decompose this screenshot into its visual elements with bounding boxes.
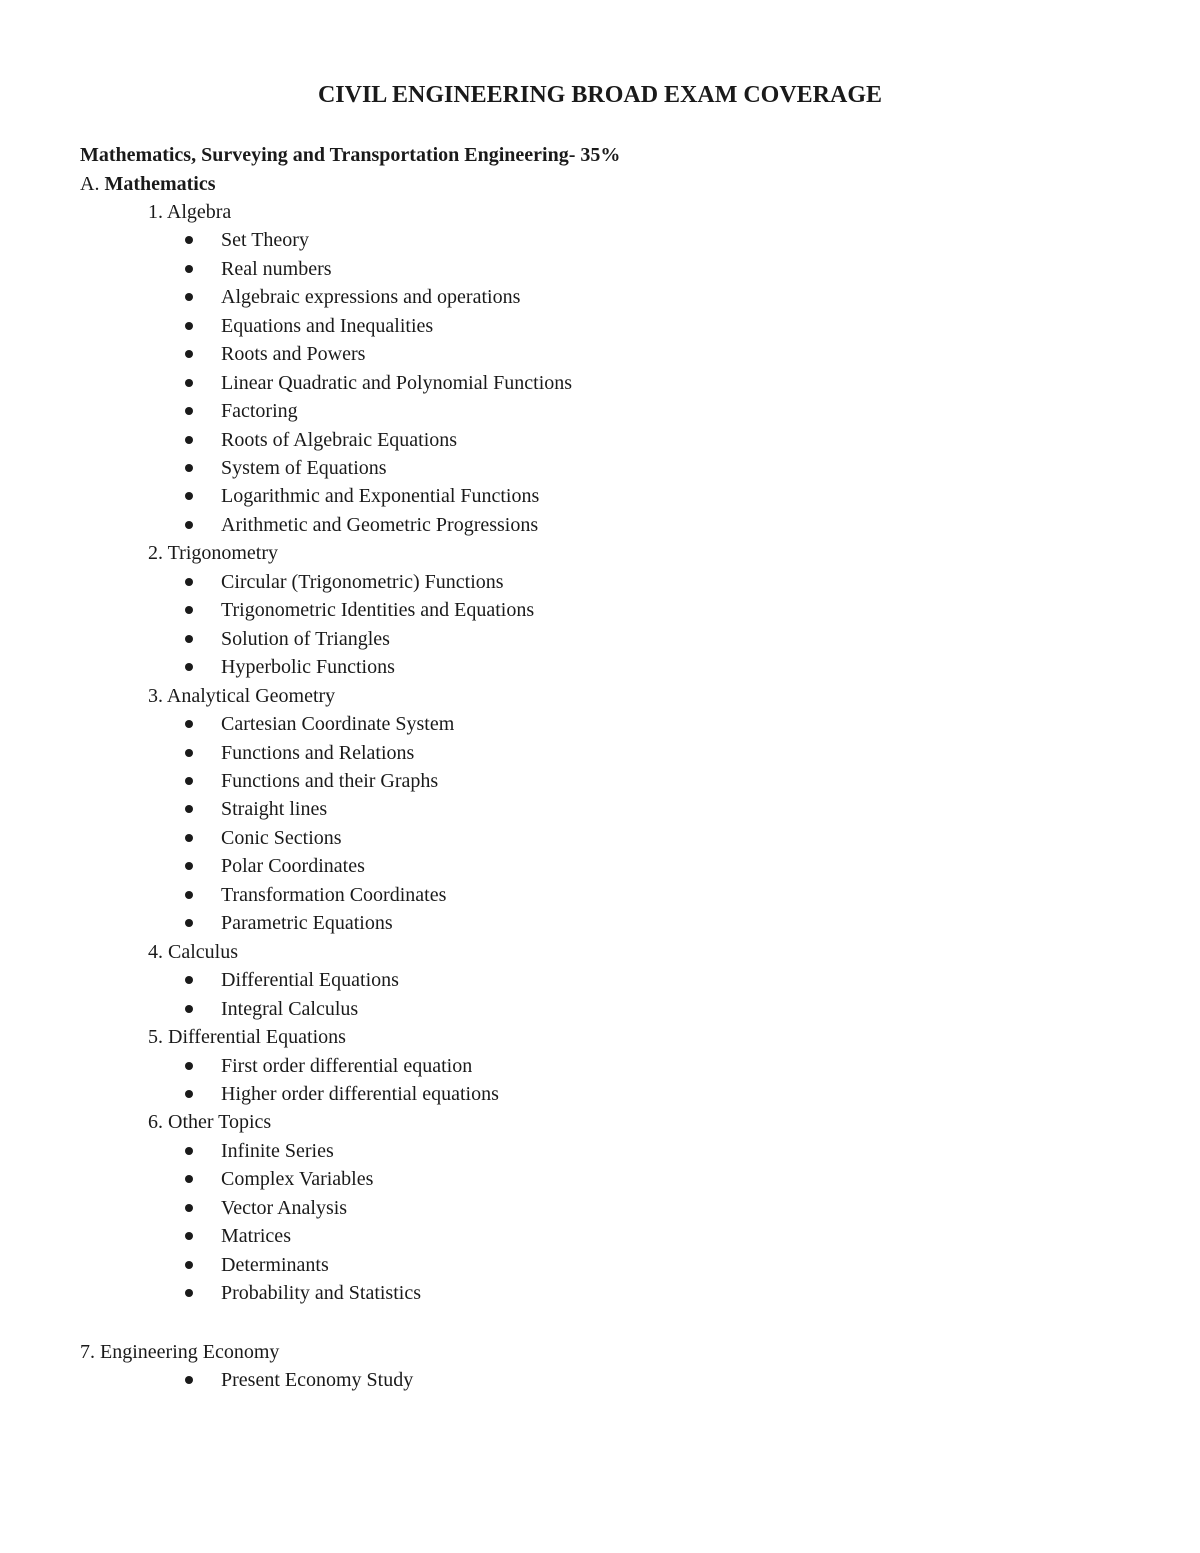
bullet-icon	[185, 1175, 193, 1183]
list-item-text: Functions and Relations	[221, 742, 415, 764]
list-item-text: Set Theory	[221, 229, 309, 251]
topic-heading: 2. Trigonometry	[148, 542, 279, 564]
bullet-icon	[185, 1005, 193, 1013]
list-item-text: System of Equations	[221, 457, 387, 479]
bullet-icon	[185, 777, 193, 785]
list-item-text: Equations and Inequalities	[221, 315, 434, 337]
list-item-text: Roots and Powers	[221, 343, 366, 365]
subsection-heading	[80, 170, 216, 198]
list-item-text: Higher order differential equations	[221, 1083, 499, 1105]
topic-heading: 5. Differential Equations	[148, 1026, 346, 1048]
topic-heading: 3. Analytical Geometry	[148, 685, 336, 707]
list-item-text: Infinite Series	[221, 1140, 334, 1162]
page-title: CIVIL ENGINEERING BROAD EXAM COVERAGE	[317, 82, 883, 108]
subsection-name: Mathematics	[104, 173, 216, 195]
list-item-text: Circular (Trigonometric) Functions	[221, 571, 504, 593]
list-item-text: Vector Analysis	[221, 1197, 348, 1219]
bullet-icon	[185, 1261, 193, 1269]
topic-heading: 7. Engineering Economy	[80, 1341, 280, 1363]
list-item-text: Solution of Triangles	[221, 628, 390, 650]
bullet-icon	[185, 1289, 193, 1297]
bullet-icon	[185, 663, 193, 671]
bullet-icon	[185, 635, 193, 643]
bullet-icon	[185, 521, 193, 529]
bullet-icon	[185, 834, 193, 842]
bullet-icon	[185, 265, 193, 273]
bullet-icon	[185, 1376, 193, 1384]
list-item-text: Real numbers	[221, 258, 332, 280]
bullet-icon	[185, 1232, 193, 1240]
list-item-text: Factoring	[221, 400, 298, 422]
bullet-icon	[185, 464, 193, 472]
list-item-text: Arithmetic and Geometric Progressions	[221, 514, 539, 536]
bullet-icon	[185, 407, 193, 415]
list-item-text: Roots of Algebraic Equations	[221, 429, 458, 451]
list-item-text: Probability and Statistics	[221, 1282, 421, 1304]
list-item-text: Algebraic expressions and operations	[221, 286, 521, 308]
bullet-icon	[185, 1062, 193, 1070]
bullet-icon	[185, 720, 193, 728]
list-item-text: Transformation Coordinates	[221, 884, 447, 906]
list-item-text: Parametric Equations	[221, 912, 393, 934]
list-item-text: First order differential equation	[221, 1055, 473, 1077]
bullet-icon	[185, 862, 193, 870]
list-item-text: Differential Equations	[221, 969, 399, 991]
bullet-icon	[185, 293, 193, 301]
bullet-icon	[185, 1204, 193, 1212]
bullet-icon	[185, 805, 193, 813]
list-item-text: Cartesian Coordinate System	[221, 713, 455, 735]
bullet-icon	[185, 492, 193, 500]
bullet-icon	[185, 606, 193, 614]
bullet-icon	[185, 1090, 193, 1098]
topic-heading: 6. Other Topics	[148, 1111, 272, 1133]
bullet-icon	[185, 236, 193, 244]
list-item-text: Trigonometric Identities and Equations	[221, 599, 535, 621]
bullet-icon	[185, 379, 193, 387]
list-item-text: Hyperbolic Functions	[221, 656, 395, 678]
bullet-icon	[185, 322, 193, 330]
list-item-text: Integral Calculus	[221, 998, 359, 1020]
list-item-text: Determinants	[221, 1254, 329, 1276]
bullet-icon	[185, 1147, 193, 1155]
list-item-text: Matrices	[221, 1225, 291, 1247]
bullet-icon	[185, 578, 193, 586]
bullet-icon	[185, 976, 193, 984]
section-heading: Mathematics, Surveying and Transportation Engineering- 35%	[80, 144, 621, 166]
bullet-icon	[185, 749, 193, 757]
list-item-text: Linear Quadratic and Polynomial Functions	[221, 372, 573, 394]
subsection-letter: A.	[80, 173, 100, 195]
topic-heading: 1. Algebra	[148, 201, 232, 223]
list-item-text: Logarithmic and Exponential Functions	[221, 485, 540, 507]
list-item-text: Polar Coordinates	[221, 855, 365, 877]
bullet-icon	[185, 436, 193, 444]
bullet-icon	[185, 919, 193, 927]
list-item-text: Present Economy Study	[221, 1369, 414, 1391]
bullet-icon	[185, 350, 193, 358]
list-item-text: Conic Sections	[221, 827, 342, 849]
list-item-text: Functions and their Graphs	[221, 770, 439, 792]
list-item-text: Complex Variables	[221, 1168, 374, 1190]
topic-heading: 4. Calculus	[148, 941, 238, 963]
list-item-text: Straight lines	[221, 798, 328, 820]
bullet-icon	[185, 891, 193, 899]
